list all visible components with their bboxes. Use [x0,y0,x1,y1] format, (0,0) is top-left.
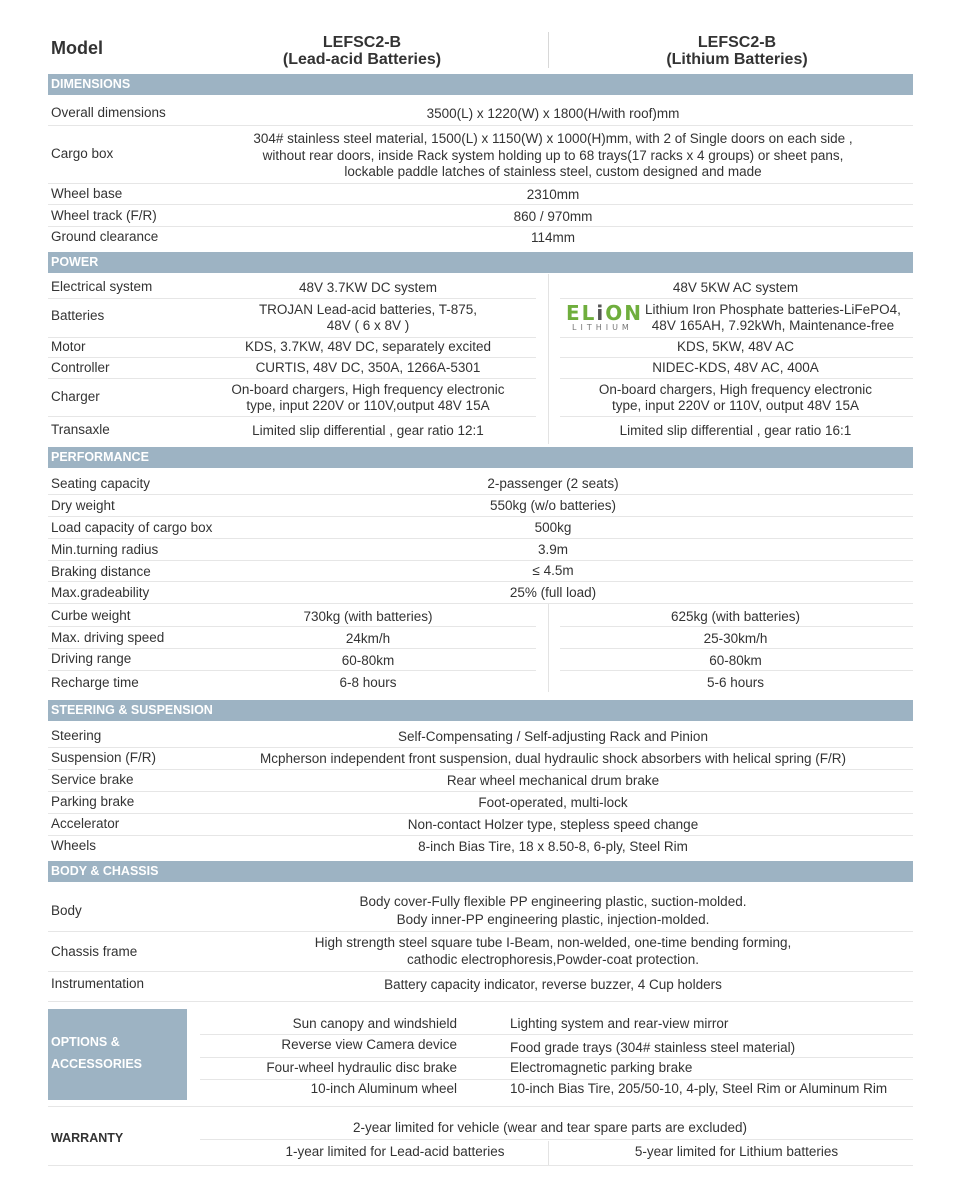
column-header-line: LEFSC2-B [697,34,777,51]
row-value: cathodic electrophoresis,Powder-coat protection. [407,952,699,967]
column-divider [548,604,549,692]
performance-rows [48,469,913,694]
row-divider [48,581,913,582]
row-value: NIDEC-KDS, 48V AC, 400A [652,360,819,375]
row-divider [560,298,913,299]
row-divider [48,769,913,770]
row-value: without rear doors, inside Rack system holding up to 68 trays(17 racks x 4 groups) or sheet pans, [262,148,844,163]
section-header-dimensions: DIMENSIONS [48,74,913,95]
row-value: lockable paddle latches of stainless steel, custom designed and made [344,164,762,179]
row-divider [48,516,913,517]
column-divider [548,274,549,444]
option-item: 10-inch Aluminum wheel [310,1081,457,1096]
elion-logo-letter-i: i [596,301,606,325]
row-value: Limited slip differential , gear ratio 16:1 [619,423,852,438]
warranty-lithium: 5-year limited for Lithium batteries [634,1144,839,1159]
row-value: Rear wheel mechanical drum brake [446,773,660,788]
row-label: Wheel base [51,186,123,201]
row-value: Body inner-PP engineering plastic, injection-molded. [396,912,710,927]
row-divider [560,416,913,417]
row-divider [48,416,536,417]
row-value: 860 / 970mm [513,209,593,224]
row-label: Batteries [51,308,105,323]
row-divider [48,670,536,671]
steering-rows [48,722,913,862]
row-label: Wheels [51,838,97,853]
row-value: 5-6 hours [706,675,765,690]
row-label: Chassis frame [51,944,138,959]
row-divider [48,1106,913,1107]
row-divider [200,1139,913,1140]
row-value: 60-80km [709,653,762,668]
row-value: Foot-operated, multi-lock [478,795,628,810]
section-header-body: BODY & CHASSIS [48,861,913,882]
row-divider [48,747,913,748]
row-value: 2-passenger (2 seats) [487,476,619,491]
row-value: 6-8 hours [339,675,397,690]
options-list [0,1009,961,1104]
options-title-line: ACCESSORIES [51,1057,142,1071]
row-divider [560,378,913,379]
row-label: Driving range [51,651,132,666]
row-label: Motor [51,339,86,354]
row-divider [48,560,913,561]
row-value: 625kg (with batteries) [670,609,801,624]
row-divider [48,835,913,836]
row-divider [48,1165,913,1166]
row-value: ≤ 4.5m [532,563,574,578]
header-divider [548,32,549,68]
row-label: Accelerator [51,816,120,831]
row-value: On-board chargers, High frequency electronic [231,382,505,397]
column-header-lead-acid [262,34,462,68]
row-value: High strength steel square tube I-Beam, non-welded, one-time bending forming, [314,935,792,950]
row-label: Steering [51,728,102,743]
section-header-performance: PERFORMANCE [48,447,913,468]
row-value: 60-80km [341,653,395,668]
body-rows [48,883,913,1003]
row-value: KDS, 5KW, 48V AC [676,339,795,354]
row-divider [48,204,913,205]
row-value: On-board chargers, High frequency electronic [598,382,873,397]
row-value: Body cover-Fully flexible PP engineering plastic, suction-molded. [359,894,747,909]
row-divider [48,648,536,649]
row-value: type, input 220V or 110V,output 48V 15A [246,398,490,413]
model-label: Model [51,38,103,58]
row-value: Non-contact Holzer type, stepless speed change [407,817,699,832]
column-header-line: (Lead-acid Batteries) [282,51,442,68]
row-label: Ground clearance [51,229,159,244]
row-value: 304# stainless steel material, 1500(L) x 1150(W) x 1000(H)mm, with 2 of Single doors on each side , [253,131,853,146]
row-value: 24km/h [345,631,391,646]
power-rows [48,274,913,444]
row-label: Cargo box [51,146,114,161]
row-label: Seating capacity [51,476,151,491]
row-value: 550kg (w/o batteries) [489,498,617,513]
row-value: TROJAN Lead-acid batteries, T-875, [258,302,478,317]
row-label: Max.gradeability [51,585,150,600]
row-label: Transaxle [51,422,110,437]
warranty-vehicle: 2-year limited for vehicle (wear and tear spare parts are excluded) [353,1120,747,1135]
row-value: 48V 3.7KW DC system [298,280,438,295]
row-divider [560,626,913,627]
row-label: Service brake [51,772,134,787]
row-value: 114mm [530,230,575,245]
row-label: Wheel track (F/R) [51,208,157,223]
row-divider [48,538,913,539]
row-divider [48,183,913,184]
row-divider [48,626,536,627]
row-divider [48,603,913,604]
row-value: 25% (full load) [509,585,597,600]
row-value: 2310mm [526,187,580,202]
row-divider [200,1057,913,1058]
row-value: CURTIS, 48V DC, 350A, 1266A-5301 [255,360,481,375]
row-label: Overall dimensions [51,105,166,120]
row-value: Battery capacity indicator, reverse buzzer, 4 Cup holders [384,977,722,992]
row-value: 500kg [534,520,572,535]
option-item: Lighting system and rear-view mirror [510,1016,729,1031]
option-item: Reverse view Camera device [281,1037,457,1052]
row-value: Self-Compensating / Self-adjusting Rack and Pinion [398,729,708,744]
row-divider [560,648,913,649]
row-label: Parking brake [51,794,135,809]
row-divider [560,670,913,671]
row-value: 8-inch Bias Tire, 18 x 8.50-8, 6-ply, Steel Rim [418,839,688,854]
row-divider [48,931,913,932]
elion-logo-letters: EL [566,301,597,325]
row-divider [48,494,913,495]
option-item: Electromagnetic parking brake [510,1060,693,1075]
warranty-label: WARRANTY [51,1131,124,1145]
row-label: Dry weight [51,498,115,513]
row-divider [48,971,913,972]
column-header-line: LEFSC2-B [322,34,402,51]
row-label: Body [51,903,82,918]
elion-logo-word [566,303,643,323]
row-divider [48,357,536,358]
row-label: Charger [51,389,100,404]
column-header-line: (Lithium Batteries) [666,51,808,68]
row-divider [48,226,913,227]
row-value: KDS, 3.7KW, 48V DC, separately excited [244,339,492,354]
row-value: type, input 220V or 110V, output 48V 15A [612,398,859,413]
row-label: Controller [51,360,110,375]
row-value: 730kg (with batteries) [303,609,433,624]
row-divider [48,298,536,299]
row-divider [200,1079,913,1080]
row-divider [200,1034,913,1035]
row-value: 25-30km/h [703,631,768,646]
row-label: Suspension (F/R) [51,750,157,765]
elion-lithium-logo [566,303,643,332]
row-value: 3500(L) x 1220(W) x 1800(H/with roof)mm [426,106,680,121]
option-item: Four-wheel hydraulic disc brake [266,1060,457,1075]
row-divider [48,791,913,792]
option-item: 10-inch Bias Tire, 205/50-10, 4-ply, Steel Rim or Aluminum Rim [510,1081,888,1096]
row-divider [48,378,536,379]
row-divider [48,813,913,814]
row-value: Limited slip differential , gear ratio 12:1 [252,423,484,438]
row-label: Recharge time [51,675,139,690]
row-divider [48,125,913,126]
row-label: Electrical system [51,279,153,294]
section-header-steering: STEERING & SUSPENSION [48,700,913,721]
row-label: Min.turning radius [51,542,159,557]
row-value: 48V 165AH, 7.92kWh, Maintenance-free [651,318,895,333]
options-title-line: OPTIONS & [51,1035,120,1049]
row-label: Instrumentation [51,976,145,991]
row-label: Braking distance [51,564,151,579]
elion-logo-subtitle: LITHIUM [572,323,633,332]
row-label: Max. driving speed [51,630,165,645]
row-value: Lithium Iron Phosphate batteries-LiFePO4, [645,302,901,317]
row-value: Mcpherson independent front suspension, dual hydraulic shock absorbers with helical spring (F/R) [259,751,847,766]
row-value: 3.9m [537,542,568,557]
row-divider [560,357,913,358]
row-value: 48V ( 6 x 8V ) [326,318,410,333]
row-value: 48V 5KW AC system [672,280,799,295]
option-item: Food grade trays (304# stainless steel material) [510,1040,796,1055]
warranty-lead-acid: 1-year limited for Lead-acid batteries [285,1144,505,1159]
row-label: Curbe weight [51,608,131,623]
column-header-lithium [637,34,837,68]
row-label: Load capacity of cargo box [51,520,213,535]
row-divider [48,1001,913,1002]
elion-logo-letters: ON [605,301,644,325]
section-header-power: POWER [48,252,913,273]
option-item: Sun canopy and windshield [292,1016,457,1031]
